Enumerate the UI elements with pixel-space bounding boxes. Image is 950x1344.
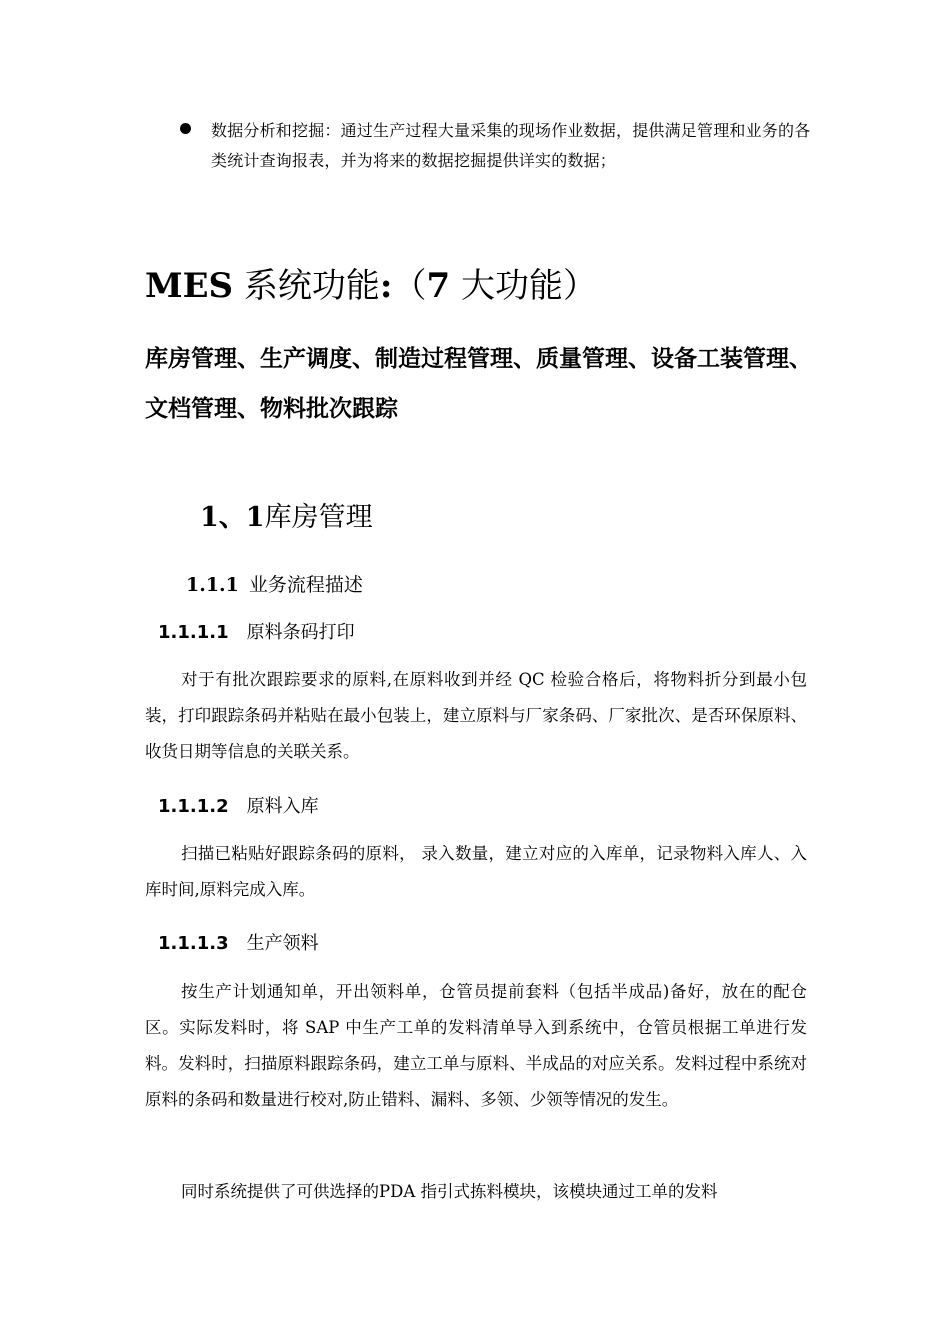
paragraph: 扫描已粘贴好跟踪条码的原料， 录入数量，建立对应的入库单，记录物料入库人、入库时间,原料完成入库。: [145, 844, 807, 899]
heading-1-1-title: 库房管理: [264, 502, 373, 533]
section-title: [145, 262, 597, 310]
heading-1-1-1-number: 1.1.1: [186, 574, 239, 596]
paragraph: 对于有批次跟踪要求的原料,在原料收到并经 QC 检验合格后，将物料折分到最小包装，打印跟踪条码并粘贴在最小包装上，建立原料与厂家条码、厂家批次、是否环保原料、收货日期等信息的关联关系。: [145, 670, 807, 761]
bullet-item: [180, 116, 820, 176]
heading-number: 1.1.1.2: [158, 796, 229, 817]
section-title-paren: （: [392, 266, 427, 306]
heading-1-1-1-1: [158, 618, 355, 648]
section-title-middle: 系统功能: [233, 266, 380, 306]
heading-title: 原料入库: [246, 796, 319, 817]
paragraph: 按生产计划通知单，开出领料单，仓管员提前套料（包括半成品)备好，放在的配仓区。实际发料时，将 SAP 中生产工单的发料清单导入到系统中，仓管员根据工单进行发料。发料时，扫描原料跟踪条码，建立工单与原料、半成品的对应关系。发料过程中系统对原料的条码和数量进行校对,防止错料、漏料、多领、少领等情况的发生。: [145, 982, 807, 1109]
section-title-colon: :: [379, 266, 393, 306]
heading-title: 原料条码打印: [246, 622, 355, 643]
heading-number: 1.1.1.3: [158, 933, 229, 954]
bullet-text: 数据分析和挖掘：通过生产过程大量采集的现场作业数据，提供满足管理和业务的各类统计查询报表，并为将来的数据挖掘提供详实的数据；: [211, 121, 811, 170]
section-title-count: 7: [426, 266, 451, 306]
heading-1-1-1: [186, 570, 363, 600]
section-title-prefix: MES: [145, 266, 234, 306]
paragraph: 同时系统提供了可供选择的PDA 指引式拣料模块，该模块通过工单的发料: [181, 1182, 718, 1201]
heading-1-1-1-3: [158, 929, 319, 959]
heading-1-1: [200, 496, 373, 540]
heading-number: 1.1.1.1: [158, 622, 229, 643]
heading-1-1-1-2: [158, 792, 319, 822]
heading-1-1-number: 1、1: [200, 502, 265, 533]
section-title-suffix: 大功能）: [450, 266, 597, 306]
heading-1-1-1-title: 业务流程描述: [248, 574, 363, 596]
function-list: 库房管理、生产调度、制造过程管理、质量管理、设备工装管理、文档管理、物料批次跟踪: [145, 346, 812, 422]
bullet-dot-icon: [180, 123, 191, 134]
heading-title: 生产领料: [246, 933, 319, 954]
